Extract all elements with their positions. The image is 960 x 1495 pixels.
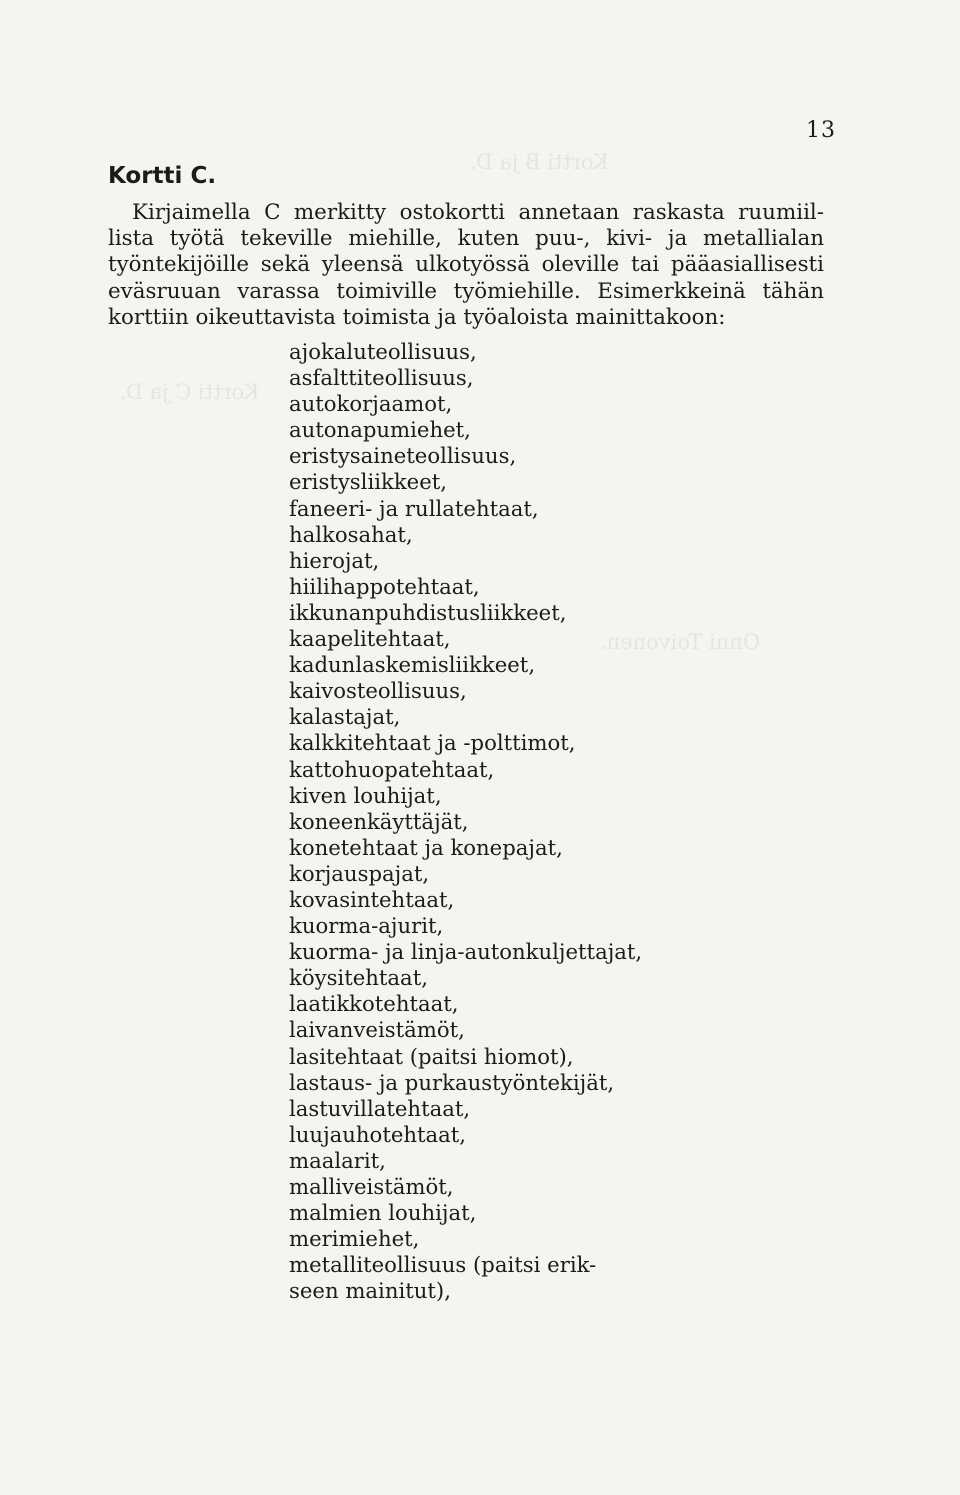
- list-item: ajokaluteollisuus,: [289, 339, 477, 364]
- intro-line: lista työtä tekeville miehille, kuten puu-, kivi- ja metallialan: [108, 226, 824, 252]
- list-item: konetehtaat ja konepajat,: [289, 834, 563, 860]
- section-heading: Kortti C.: [108, 163, 217, 189]
- intro-line: eväsruuan varassa toimiville työmiehille. Esimerkkeinä tähän: [108, 278, 824, 304]
- list-item: lasitehtaat (paitsi hiomot),: [289, 1043, 574, 1069]
- list-item: lastaus- ja purkaustyöntekijät,: [289, 1069, 615, 1095]
- list-item: kaapelitehtaat,: [289, 626, 451, 652]
- list-item: metalliteollisuus (paitsi erik-: [289, 1252, 597, 1278]
- intro-line: työntekijöille sekä yleensä ulkotyössä oleville tai pääasiallisesti: [108, 252, 824, 278]
- list-item-continuation: seen mainitut),: [289, 1278, 451, 1304]
- list-item: malmien louhijat,: [289, 1200, 477, 1226]
- list-item: kaivosteollisuus,: [289, 678, 467, 704]
- list-item: kattohuopatehtaat,: [289, 756, 495, 782]
- list-item: malliveistämöt,: [289, 1174, 454, 1199]
- intro-line: Kirjaimella C merkitty ostokortti annetaan raskasta ruumiil-: [132, 200, 824, 225]
- list-item: luujauhotehtaat,: [289, 1121, 467, 1147]
- list-item: korjauspajat,: [289, 860, 430, 886]
- list-item: koneenkäyttäjät,: [289, 808, 469, 834]
- list-item: hierojat,: [289, 547, 380, 573]
- occupation-list: [289, 339, 642, 1304]
- list-item: autokorjaamot,: [289, 391, 453, 417]
- list-item: merimiehet,: [289, 1226, 420, 1252]
- bleed-through-text: Onni Toivonen.: [600, 630, 761, 654]
- bleed-through-text: Kortti B ja D.: [470, 150, 609, 174]
- list-item: maalarit,: [289, 1147, 386, 1173]
- list-item: autonapumiehet,: [289, 417, 471, 443]
- list-item: kalkkitehtaat ja -polttimot,: [289, 730, 576, 756]
- list-item: hiilihappotehtaat,: [289, 573, 480, 599]
- list-item: köysitehtaat,: [289, 965, 428, 991]
- page-number: 13: [806, 118, 836, 143]
- list-item: faneeri- ja rullatehtaat,: [289, 495, 539, 521]
- list-item: halkosahat,: [289, 521, 413, 547]
- list-item: lastuvillatehtaat,: [289, 1095, 471, 1121]
- list-item: kuorma- ja linja-autonkuljettajat,: [289, 939, 643, 965]
- list-item: kadunlaskemisliikkeet,: [289, 652, 536, 678]
- intro-line: korttiin oikeuttavista toimista ja työaloista mainittakoon:: [108, 304, 726, 330]
- list-item: laivanveistämöt,: [289, 1017, 465, 1043]
- list-item: kuorma-ajurit,: [289, 913, 444, 939]
- bleed-through-text: Kortti C ja D.: [120, 380, 260, 404]
- list-item: kalastajat,: [289, 704, 401, 730]
- list-item: kovasintehtaat,: [289, 886, 455, 912]
- intro-paragraph: [108, 200, 824, 331]
- list-item: ikkunanpuhdistusliikkeet,: [289, 599, 567, 625]
- list-item: laatikkotehtaat,: [289, 991, 459, 1017]
- list-item: asfalttiteollisuus,: [289, 365, 474, 391]
- list-item: eristysliikkeet,: [289, 469, 448, 495]
- list-item: eristysaineteollisuus,: [289, 443, 517, 469]
- list-item: kiven louhijat,: [289, 782, 442, 808]
